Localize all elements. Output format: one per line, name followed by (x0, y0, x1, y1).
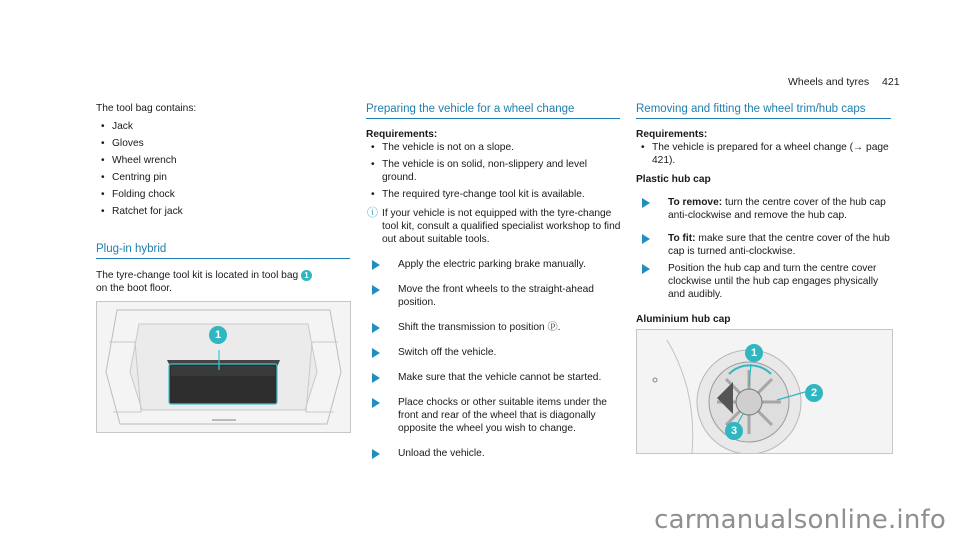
hub-cap-illustration (637, 330, 892, 453)
step-label: To remove: (668, 197, 723, 208)
running-header (788, 76, 900, 89)
step-item (366, 283, 622, 309)
right-heading: Removing and fitting the wheel trim/hub caps (636, 103, 866, 115)
watermark: carmanualsonline.info (654, 505, 946, 535)
step-text: Apply the electric parking brake manually. (398, 259, 586, 270)
list-item: • The vehicle is prepared for a wheel change (→ page 421). (636, 141, 894, 167)
step-arrow-icon (372, 373, 380, 383)
middle-column (366, 128, 622, 460)
list-item: • The vehicle is not on a slope. (366, 141, 622, 154)
middle-heading: Preparing the vehicle for a wheel change (366, 103, 575, 115)
boot-floor-figure (96, 301, 351, 433)
step-arrow-icon (372, 449, 380, 459)
list-item: • Gloves (96, 137, 351, 150)
step-arrow-icon (372, 285, 380, 295)
plugin-rule (96, 258, 350, 259)
step-text: Position the hub cap and turn the centre cover clockwise until the hub cap engages physically and audibly. (668, 263, 879, 300)
step-text: Make sure that the vehicle cannot be started. (398, 372, 602, 383)
figure-callout-3: 3 (725, 422, 743, 440)
step-arrow-icon (372, 260, 380, 270)
list-item: • Ratchet for jack (96, 205, 351, 218)
step-text: turn the centre cover of the hub cap anti-clockwise and remove the hub cap. (668, 197, 886, 221)
note-text: If your vehicle is not equipped with the tyre-change tool kit, consult a qualified specialist workshop to find out about suitable tools. (382, 208, 621, 245)
requirements-list (636, 141, 894, 167)
section-title: Wheels and tyres (788, 76, 870, 88)
step-item (636, 262, 894, 301)
plastic-hub-cap-heading: Plastic hub cap (636, 174, 711, 185)
step-label: To fit: (668, 233, 696, 244)
list-item: • Jack (96, 120, 351, 133)
step-text: make sure that the centre cover of the hub cap is turned anti-clockwise. (668, 233, 890, 257)
step-item (366, 346, 622, 359)
figure-callout-2: 2 (805, 384, 823, 402)
step-item (366, 396, 622, 435)
list-item: • Wheel wrench (96, 154, 351, 167)
list-item: • Folding chock (96, 188, 351, 201)
toolbag-intro: The tool bag contains: (96, 103, 197, 114)
step-text: Switch off the vehicle. (398, 347, 497, 358)
right-rule (636, 118, 891, 119)
aluminium-hub-cap-heading: Aluminium hub cap (636, 314, 731, 325)
list-item: • Centring pin (96, 171, 351, 184)
step-text: Place chocks or other suitable items under the front and rear of the wheel that is diagonally opposite the wheel you wish to change. (398, 397, 607, 434)
right-column (636, 128, 894, 326)
step-item (636, 196, 894, 222)
figure-callout-1: 1 (745, 344, 763, 362)
page-number: 421 (882, 76, 900, 88)
step-arrow-icon (642, 198, 650, 208)
list-item: • The required tyre-change tool kit is available. (366, 188, 622, 201)
step-item (636, 232, 894, 258)
plugin-text (96, 269, 351, 295)
requirements-label: Requirements: (366, 129, 438, 140)
requirements-label: Requirements: (636, 129, 708, 140)
step-item (366, 371, 622, 384)
step-arrow-icon (372, 348, 380, 358)
boot-illustration (97, 302, 350, 432)
toolbag-list (96, 120, 351, 218)
plugin-heading: Plug-in hybrid (96, 243, 167, 255)
step-text: Unload the vehicle. (398, 448, 485, 459)
step-item (366, 447, 622, 460)
step-text: Shift the transmission to position ⓟ. (398, 322, 561, 333)
requirements-list (366, 141, 622, 201)
middle-rule (366, 118, 620, 119)
list-item: • The vehicle is on solid, non-slippery and level ground. (366, 158, 622, 184)
plugin-text-2: on the boot floor. (96, 283, 172, 294)
step-arrow-icon (372, 323, 380, 333)
hub-cap-figure (636, 329, 893, 454)
step-arrow-icon (642, 264, 650, 274)
figure-callout-1: 1 (209, 326, 227, 344)
step-text: Move the front wheels to the straight-ahead position. (398, 284, 594, 308)
left-column (96, 102, 351, 218)
info-note (366, 207, 622, 246)
callout-badge: 1 (301, 270, 312, 281)
plugin-text-1: The tyre-change tool kit is located in tool bag (96, 270, 299, 281)
info-icon: ⓘ (367, 207, 378, 219)
step-item (366, 258, 622, 271)
step-item (366, 321, 622, 334)
step-arrow-icon (372, 398, 380, 408)
step-arrow-icon (642, 234, 650, 244)
